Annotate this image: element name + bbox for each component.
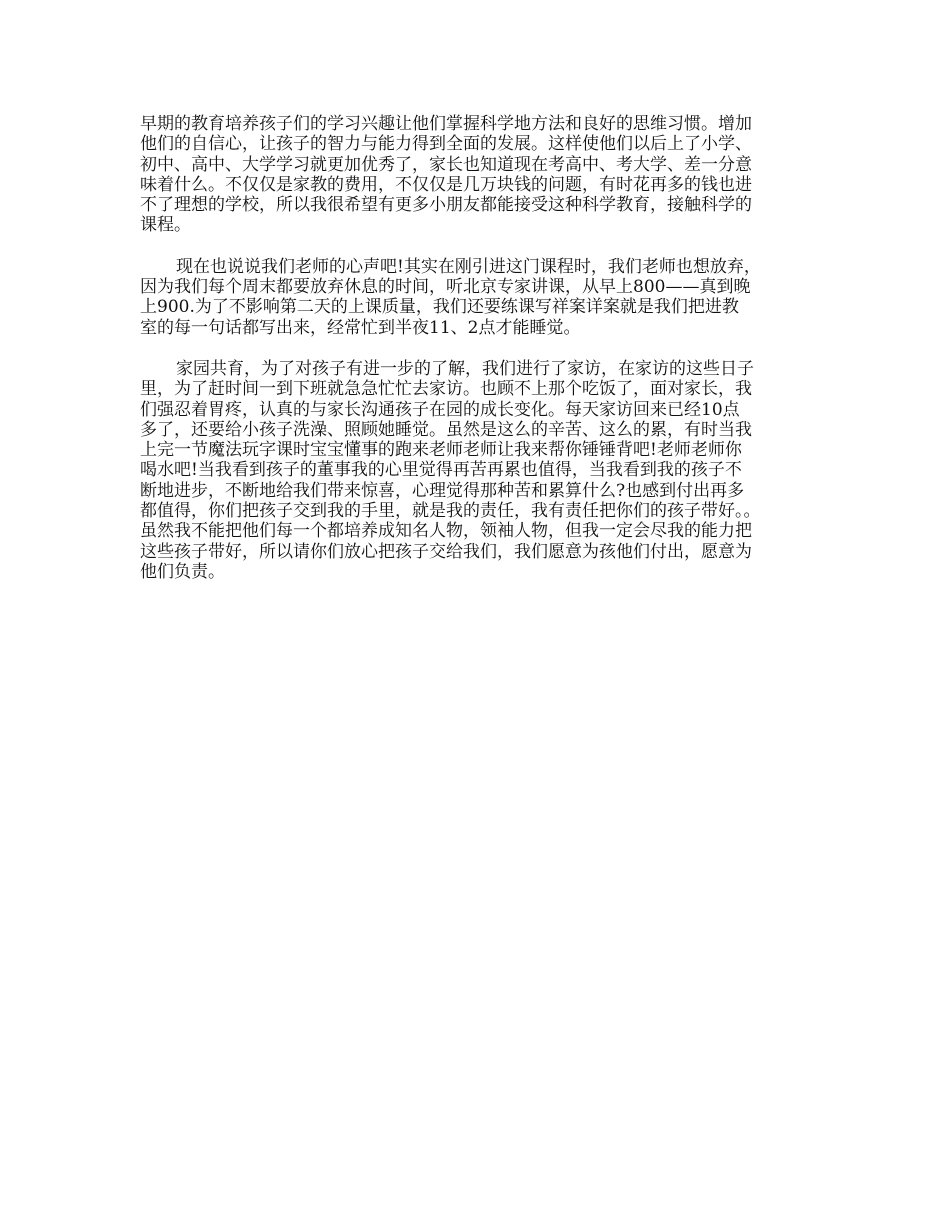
text-line: 现在也说说我们老师的心声吧!其实在刚引进这门课程时，我们老师也想放弃，: [176, 256, 761, 277]
text-line: 们强忍着胃疼，认真的与家长沟通孩子在园的成长变化。每天家访回来已经10点: [140, 399, 740, 420]
text-line: 室的每一句话都写出来，经常忙到半夜11、2点才能睡觉。: [140, 317, 581, 338]
text-line: 他们负责。: [140, 561, 225, 582]
text-line: 不了理想的学校，所以我很希望有更多小朋友都能接受这种科学教育，接触科学的: [140, 195, 752, 216]
text-line: 家园共育，为了对孩子有进一步的了解，我们进行了家访，在家访的这些日子: [176, 358, 754, 379]
text-line: 初中、高中、大学学习就更加优秀了，家长也知道现在考高中、考大学、差一分意: [140, 154, 752, 175]
text-line: 都值得，你们把孩子交到我的手里，就是我的责任，我有责任把你们的孩子带好。。: [140, 501, 761, 522]
text-line: 早期的教育培养孩子们的学习兴趣让他们掌握科学地方法和良好的思维习惯。增加: [140, 114, 752, 134]
text-line: 上900.为了不影响第二天的上课质量，我们还要练课写祥案详案就是我们把进教: [140, 297, 739, 318]
text-line: 上完一节魔法玩字课时宝宝懂事的跑来老师老师让我来帮你锤锤背吧!老师老师你: [140, 440, 742, 461]
text-line: 这些孩子带好，所以请你们放心把孩子交给我们，我们愿意为孩他们付出，愿意为: [140, 541, 752, 562]
text-line: 断地进步，不断地给我们带来惊喜，心理觉得那种苦和累算什么?也感到付出再多: [140, 480, 745, 501]
paragraph-3: [140, 359, 820, 582]
paragraph-1: [140, 114, 820, 236]
text-line: 喝水吧!当我看到孩子的董事我的心里觉得再苦再累也值得，当我看到我的孩子不: [140, 460, 742, 481]
paragraph-spacer: [140, 236, 820, 257]
text-line: 课程。: [140, 215, 191, 236]
document-body: [140, 114, 820, 582]
paragraph-spacer: [140, 338, 820, 359]
text-line: 虽然我不能把他们每一个都培养成知名人物，领袖人物，但我一定会尽我的能力把: [140, 521, 752, 542]
paragraph-2: [140, 257, 820, 338]
text-line: 多了，还要给小孩子洗澡、照顾她睡觉。虽然是这么的辛苦、这么的累，有时当我: [140, 419, 752, 440]
text-line: 味着什么。不仅仅是家教的费用，不仅仅是几万块钱的问题，有时花再多的钱也进: [140, 174, 752, 195]
text-line: 因为我们每个周末都要放弃休息的时间，听北京专家讲课，从早上800——真到晚: [140, 277, 751, 298]
text-line: 里，为了赶时间一到下班就急急忙忙去家访。也顾不上那个吃饭了，面对家长，我: [140, 379, 752, 400]
text-line: 他们的自信心，让孩子的智力与能力得到全面的发展。这样使他们以后上了小学、: [140, 134, 752, 155]
